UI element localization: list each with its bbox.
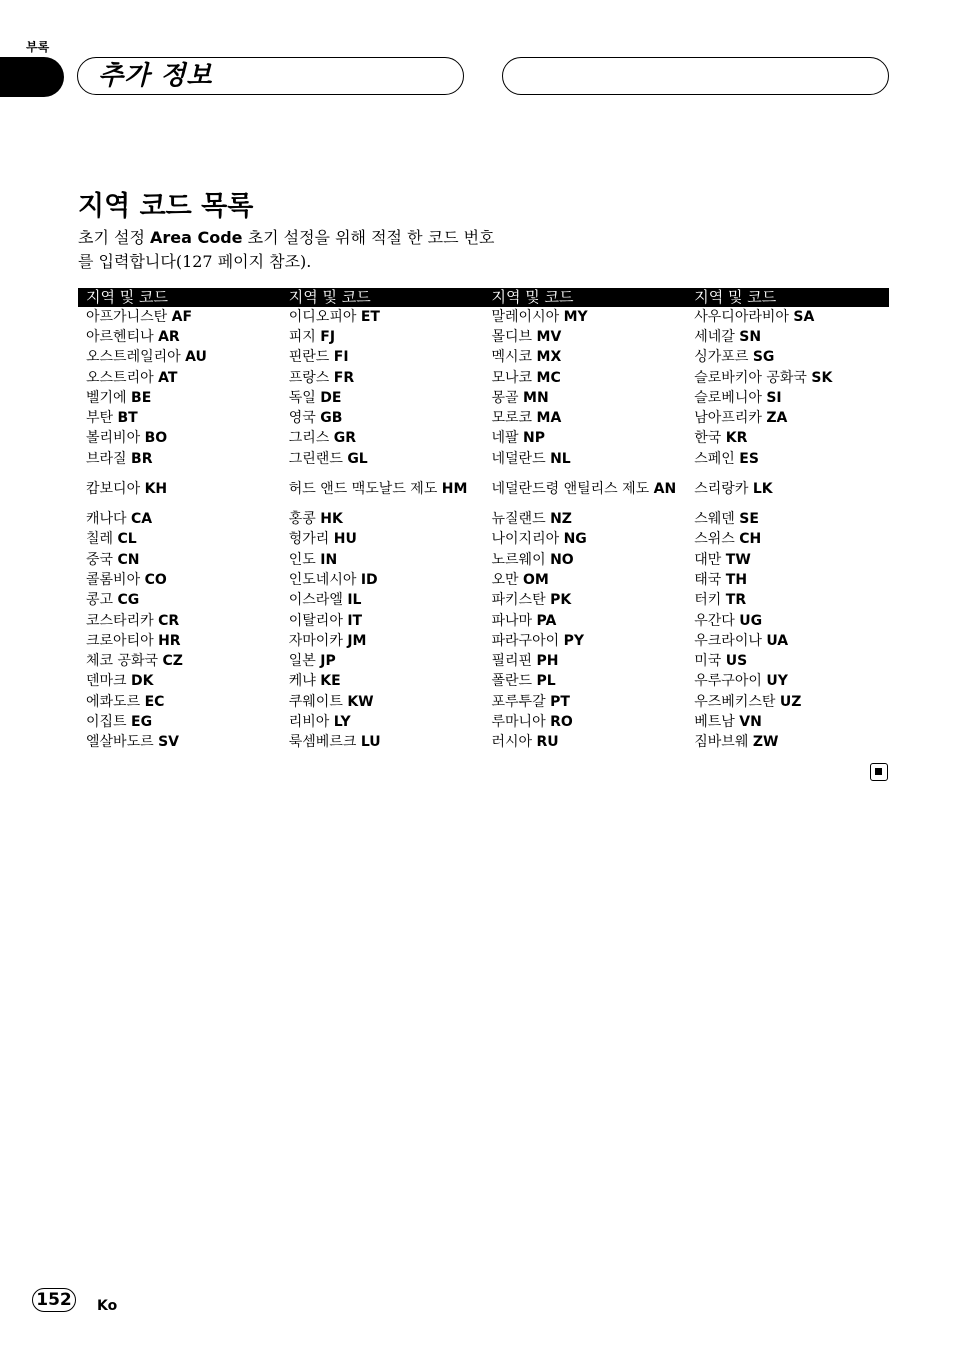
region-code: CH — [739, 531, 762, 548]
region-code-cell — [484, 388, 687, 408]
table-row — [78, 469, 889, 509]
region-code: CO — [144, 571, 167, 588]
region-name: 모로코 — [491, 410, 533, 427]
region-code-cell — [78, 307, 281, 327]
region-name: 한국 — [694, 430, 722, 447]
region-code-cell — [78, 509, 281, 529]
region-name: 콩고 — [86, 592, 114, 609]
region-code: SK — [811, 369, 833, 386]
region-name: 독일 — [288, 389, 316, 406]
region-code: LK — [752, 480, 773, 497]
region-code-cell — [484, 327, 687, 347]
region-name: 홍콩 — [288, 511, 316, 528]
region-name: 러시아 — [491, 734, 533, 751]
section-tab-marker — [0, 57, 64, 97]
intro-text-before: 초기 설정 — [78, 228, 150, 247]
region-code-cell — [686, 408, 889, 428]
region-code: CA — [131, 511, 153, 528]
region-code-cell — [686, 550, 889, 570]
region-name: 몽골 — [491, 389, 519, 406]
region-code-cell — [281, 307, 484, 327]
page-heading: 지역 코드 목록 — [78, 191, 254, 222]
region-code-cell — [281, 388, 484, 408]
region-code-cell — [78, 611, 281, 631]
region-name: 오스트리아 — [86, 369, 154, 386]
region-name: 짐바브웨 — [694, 734, 749, 751]
region-name: 나이지리아 — [491, 531, 560, 548]
region-code: IN — [320, 551, 338, 568]
region-name: 인도 — [288, 551, 316, 568]
region-code-cell — [686, 631, 889, 651]
region-code: CN — [117, 551, 140, 568]
region-code-cell — [78, 591, 281, 611]
region-code-cell — [686, 651, 889, 671]
region-name: 칠레 — [86, 531, 114, 548]
region-name: 태국 — [694, 571, 722, 588]
region-name: 우간다 — [694, 612, 735, 629]
region-code-cell — [686, 469, 889, 509]
region-code: LU — [360, 734, 381, 751]
region-code-cell — [78, 449, 281, 469]
region-code: PL — [536, 673, 556, 690]
region-name: 뉴질랜드 — [491, 511, 546, 528]
region-code: MX — [536, 349, 562, 366]
region-code: ET — [360, 308, 380, 325]
region-name: 우크라이나 — [694, 632, 762, 649]
region-name: 크로아티아 — [86, 632, 154, 649]
region-code: AR — [158, 328, 180, 345]
column-header: 지역 및 코드 — [78, 288, 281, 307]
region-code-cell — [78, 570, 281, 590]
region-name: 말레이시아 — [491, 308, 560, 325]
region-code: MV — [536, 328, 562, 345]
region-name: 에콰도르 — [86, 693, 141, 710]
region-code: ZW — [752, 734, 779, 751]
table-row — [78, 591, 889, 611]
region-code-cell — [78, 712, 281, 732]
region-name: 몰디브 — [491, 328, 533, 345]
region-name: 그린랜드 — [288, 450, 343, 467]
region-code: CL — [117, 531, 137, 548]
region-name: 세네갈 — [694, 328, 735, 345]
region-code: CZ — [162, 653, 183, 670]
region-code-cell — [686, 307, 889, 327]
region-name: 일본 — [288, 653, 316, 670]
region-name: 영국 — [288, 410, 316, 427]
region-code: VN — [739, 713, 762, 730]
region-code-cell — [484, 692, 687, 712]
intro-text-after: 초기 설정을 위해 적절 한 코드 번호를 입력합니다(127 페이지 참조). — [78, 228, 495, 271]
region-code-cell — [686, 672, 889, 692]
region-code-cell — [281, 570, 484, 590]
region-code: BT — [117, 410, 138, 427]
chapter-title: 추가 정보 — [98, 61, 213, 91]
region-name: 오스트레일리아 — [86, 349, 181, 366]
table-row — [78, 712, 889, 732]
region-code-cell — [78, 408, 281, 428]
region-code: ES — [739, 450, 759, 467]
region-code: FR — [333, 369, 355, 386]
region-code-cell — [484, 611, 687, 631]
region-name: 남아프리카 — [694, 410, 762, 427]
region-code: MC — [536, 369, 561, 386]
region-name: 헝가리 — [288, 531, 330, 548]
table-row — [78, 692, 889, 712]
region-code-cell — [484, 368, 687, 388]
region-code: AT — [158, 369, 178, 386]
region-code: ID — [360, 571, 378, 588]
region-name: 허드 앤드 맥도날드 제도 — [288, 480, 438, 497]
region-name: 피지 — [288, 328, 316, 345]
region-name: 스웨덴 — [694, 511, 735, 528]
region-code-cell — [484, 591, 687, 611]
region-code-cell — [281, 550, 484, 570]
region-code-cell — [281, 530, 484, 550]
region-code-cell — [281, 368, 484, 388]
region-code: PT — [550, 693, 570, 710]
region-name: 리비아 — [288, 713, 330, 730]
region-code-cell — [78, 530, 281, 550]
region-code-cell — [686, 348, 889, 368]
region-name: 미국 — [694, 653, 722, 670]
region-code: GL — [347, 450, 368, 467]
region-code-cell — [78, 469, 281, 509]
region-name: 코스타리카 — [86, 612, 154, 629]
region-name: 베트남 — [694, 713, 735, 730]
region-code-cell — [686, 712, 889, 732]
region-code-cell — [281, 733, 484, 753]
region-code-cell — [484, 509, 687, 529]
region-name: 우즈베키스탄 — [694, 693, 776, 710]
region-code-cell — [686, 509, 889, 529]
region-code-cell — [281, 611, 484, 631]
region-code: KE — [320, 673, 341, 690]
region-code: NL — [550, 450, 571, 467]
region-name: 터키 — [694, 592, 722, 609]
region-name: 노르웨이 — [491, 551, 546, 568]
region-code-cell — [484, 712, 687, 732]
region-name: 파라구아이 — [491, 632, 560, 649]
region-code: KR — [725, 430, 748, 447]
table-row — [78, 550, 889, 570]
region-name: 볼리비아 — [86, 430, 141, 447]
region-name: 스리랑카 — [694, 480, 749, 497]
region-code: GR — [333, 430, 357, 447]
region-name: 네덜란드 — [491, 450, 546, 467]
region-code: JP — [320, 653, 336, 670]
header-frame-right — [502, 57, 889, 95]
region-code: JM — [347, 632, 367, 649]
region-code-cell — [78, 692, 281, 712]
section-label: 부록 — [26, 40, 50, 54]
region-name: 부탄 — [86, 410, 114, 427]
region-code-cell — [78, 327, 281, 347]
region-code-cell — [484, 733, 687, 753]
region-code: RO — [550, 713, 573, 730]
region-name: 슬로베니아 — [694, 389, 762, 406]
region-code-cell — [484, 631, 687, 651]
region-name: 아프가니스탄 — [86, 308, 168, 325]
region-name: 싱가포르 — [694, 349, 749, 366]
region-name: 이디오피아 — [288, 308, 357, 325]
region-code: FI — [333, 349, 349, 366]
region-name: 네덜란드령 앤틸리스 제도 — [491, 480, 650, 497]
region-code-cell — [484, 530, 687, 550]
region-code-cell — [686, 388, 889, 408]
region-name: 캄보디아 — [86, 480, 141, 497]
region-code-cell — [484, 429, 687, 449]
region-name: 체코 공화국 — [86, 653, 159, 670]
region-code: AN — [653, 480, 677, 497]
intro-setting-name: Area Code — [150, 228, 243, 247]
region-code-cell — [281, 327, 484, 347]
region-name: 루마니아 — [491, 713, 546, 730]
region-code-cell — [686, 591, 889, 611]
region-code: TH — [725, 571, 748, 588]
region-code-cell — [686, 570, 889, 590]
region-code-cell — [281, 692, 484, 712]
region-code-table — [78, 288, 889, 753]
region-code-cell — [484, 408, 687, 428]
region-code: EC — [144, 693, 165, 710]
region-code: KH — [144, 480, 168, 497]
region-code: CR — [158, 612, 180, 629]
region-code: SI — [766, 389, 782, 406]
region-code: FJ — [320, 328, 336, 345]
region-code: MY — [563, 308, 588, 325]
region-code: LY — [333, 713, 351, 730]
table-row — [78, 733, 889, 753]
region-name: 엘살바도르 — [86, 734, 154, 751]
region-code: AF — [171, 308, 193, 325]
region-name: 중국 — [86, 551, 114, 568]
region-code: MN — [523, 389, 549, 406]
region-code-cell — [686, 327, 889, 347]
region-code-cell — [686, 733, 889, 753]
region-name: 벨기에 — [86, 389, 127, 406]
region-name: 스페인 — [694, 450, 735, 467]
region-code: PK — [550, 592, 572, 609]
region-code: DK — [131, 673, 154, 690]
region-code-cell — [281, 672, 484, 692]
language-label: Ko — [97, 1298, 118, 1314]
region-name: 쿠웨이트 — [288, 693, 343, 710]
region-code: PA — [536, 612, 557, 629]
table-row — [78, 631, 889, 651]
region-code-cell — [281, 408, 484, 428]
region-name: 프랑스 — [288, 369, 330, 386]
region-name: 슬로바키아 공화국 — [694, 369, 807, 386]
region-code-cell — [484, 550, 687, 570]
region-code-cell — [281, 348, 484, 368]
region-code: TW — [725, 551, 751, 568]
region-code-cell — [484, 449, 687, 469]
region-code: KW — [347, 693, 374, 710]
region-name: 모나코 — [491, 369, 533, 386]
region-code: PH — [536, 653, 559, 670]
region-code: UZ — [779, 693, 802, 710]
region-code-cell — [281, 469, 484, 509]
region-code: BR — [131, 450, 153, 467]
table-header-row — [78, 288, 889, 307]
region-code: IL — [347, 592, 362, 609]
region-code-cell — [686, 530, 889, 550]
region-name: 룩셈베르크 — [288, 734, 357, 751]
region-name: 파키스탄 — [491, 592, 546, 609]
region-name: 필리핀 — [491, 653, 533, 670]
region-name: 아르헨티나 — [86, 328, 154, 345]
column-header: 지역 및 코드 — [484, 288, 687, 307]
region-code: BE — [131, 389, 152, 406]
region-code-cell — [78, 429, 281, 449]
table-row — [78, 327, 889, 347]
region-code: UG — [739, 612, 763, 629]
region-code-cell — [686, 429, 889, 449]
region-name: 이집트 — [86, 713, 127, 730]
region-code-cell — [686, 692, 889, 712]
region-code: OM — [523, 571, 549, 588]
region-name: 덴마크 — [86, 673, 127, 690]
region-code: PY — [563, 632, 584, 649]
region-code-cell — [78, 672, 281, 692]
region-code: TR — [725, 592, 747, 609]
region-name: 멕시코 — [491, 349, 533, 366]
region-code: SE — [739, 511, 759, 528]
region-code-cell — [281, 712, 484, 732]
region-code: NO — [550, 551, 574, 568]
region-name: 사우디아라비아 — [694, 308, 789, 325]
region-code-cell — [686, 611, 889, 631]
region-code-cell — [78, 388, 281, 408]
region-code: HR — [158, 632, 181, 649]
table-row — [78, 672, 889, 692]
region-name: 콜롬비아 — [86, 571, 141, 588]
region-name: 스위스 — [694, 531, 735, 548]
region-code: SG — [752, 349, 775, 366]
region-code: NZ — [550, 511, 572, 528]
region-code-cell — [78, 651, 281, 671]
intro-paragraph — [78, 226, 498, 274]
region-name: 이탈리아 — [288, 612, 343, 629]
region-name: 핀란드 — [288, 349, 330, 366]
region-code-cell — [484, 348, 687, 368]
region-code-cell — [281, 591, 484, 611]
region-code-cell — [281, 509, 484, 529]
region-code: NP — [523, 430, 545, 447]
page-number: 152 — [32, 1288, 76, 1312]
region-code: DE — [320, 389, 342, 406]
end-of-section-icon — [870, 763, 888, 781]
region-code-cell — [484, 651, 687, 671]
region-code: AU — [185, 349, 207, 366]
region-code-cell — [78, 348, 281, 368]
region-name: 우루구아이 — [694, 673, 762, 690]
region-code-cell — [281, 449, 484, 469]
region-code: SN — [739, 328, 762, 345]
region-code: BO — [144, 430, 168, 447]
table-row — [78, 651, 889, 671]
region-code: SA — [793, 308, 815, 325]
region-name: 폴란드 — [491, 673, 533, 690]
region-code-cell — [484, 570, 687, 590]
region-code: IT — [347, 612, 363, 629]
region-name: 케냐 — [288, 673, 316, 690]
region-code-cell — [281, 631, 484, 651]
region-name: 네팔 — [491, 430, 519, 447]
region-code-cell — [686, 368, 889, 388]
region-name: 인도네시아 — [288, 571, 357, 588]
table-row — [78, 449, 889, 469]
column-header: 지역 및 코드 — [686, 288, 889, 307]
table-row — [78, 388, 889, 408]
region-name: 브라질 — [86, 450, 127, 467]
region-code: HU — [333, 531, 357, 548]
table-row — [78, 611, 889, 631]
region-code-cell — [78, 550, 281, 570]
region-code: NG — [563, 531, 587, 548]
table-row — [78, 368, 889, 388]
region-code: HK — [320, 511, 343, 528]
table-row — [78, 429, 889, 449]
chapter-title-frame — [77, 57, 464, 95]
region-code: SV — [158, 734, 179, 751]
table-row — [78, 570, 889, 590]
region-code-cell — [78, 631, 281, 651]
region-code-cell — [484, 469, 687, 509]
region-code-cell — [281, 651, 484, 671]
region-code: UA — [766, 632, 789, 649]
region-name: 포루투갈 — [491, 693, 546, 710]
region-code-cell — [281, 429, 484, 449]
table-row — [78, 408, 889, 428]
region-code: ZA — [766, 410, 788, 427]
region-code-cell — [78, 733, 281, 753]
region-code: CG — [117, 592, 140, 609]
column-header: 지역 및 코드 — [281, 288, 484, 307]
region-code-cell — [484, 307, 687, 327]
region-name: 대만 — [694, 551, 722, 568]
region-code-cell — [78, 368, 281, 388]
region-code-cell — [484, 672, 687, 692]
region-name: 오만 — [491, 571, 519, 588]
table-row — [78, 307, 889, 327]
table-row — [78, 348, 889, 368]
region-code: UY — [766, 673, 788, 690]
region-name: 파나마 — [491, 612, 533, 629]
region-code: EG — [131, 713, 153, 730]
region-name: 이스라엘 — [288, 592, 343, 609]
table-row — [78, 509, 889, 529]
region-name: 캐나다 — [86, 511, 127, 528]
region-code: GB — [320, 410, 343, 427]
region-code: MA — [536, 410, 562, 427]
region-name: 그리스 — [288, 430, 330, 447]
region-name: 자마이카 — [288, 632, 343, 649]
table-row — [78, 530, 889, 550]
region-code: RU — [536, 734, 559, 751]
region-code-cell — [686, 449, 889, 469]
region-code: US — [725, 653, 748, 670]
region-code: HM — [441, 480, 468, 497]
